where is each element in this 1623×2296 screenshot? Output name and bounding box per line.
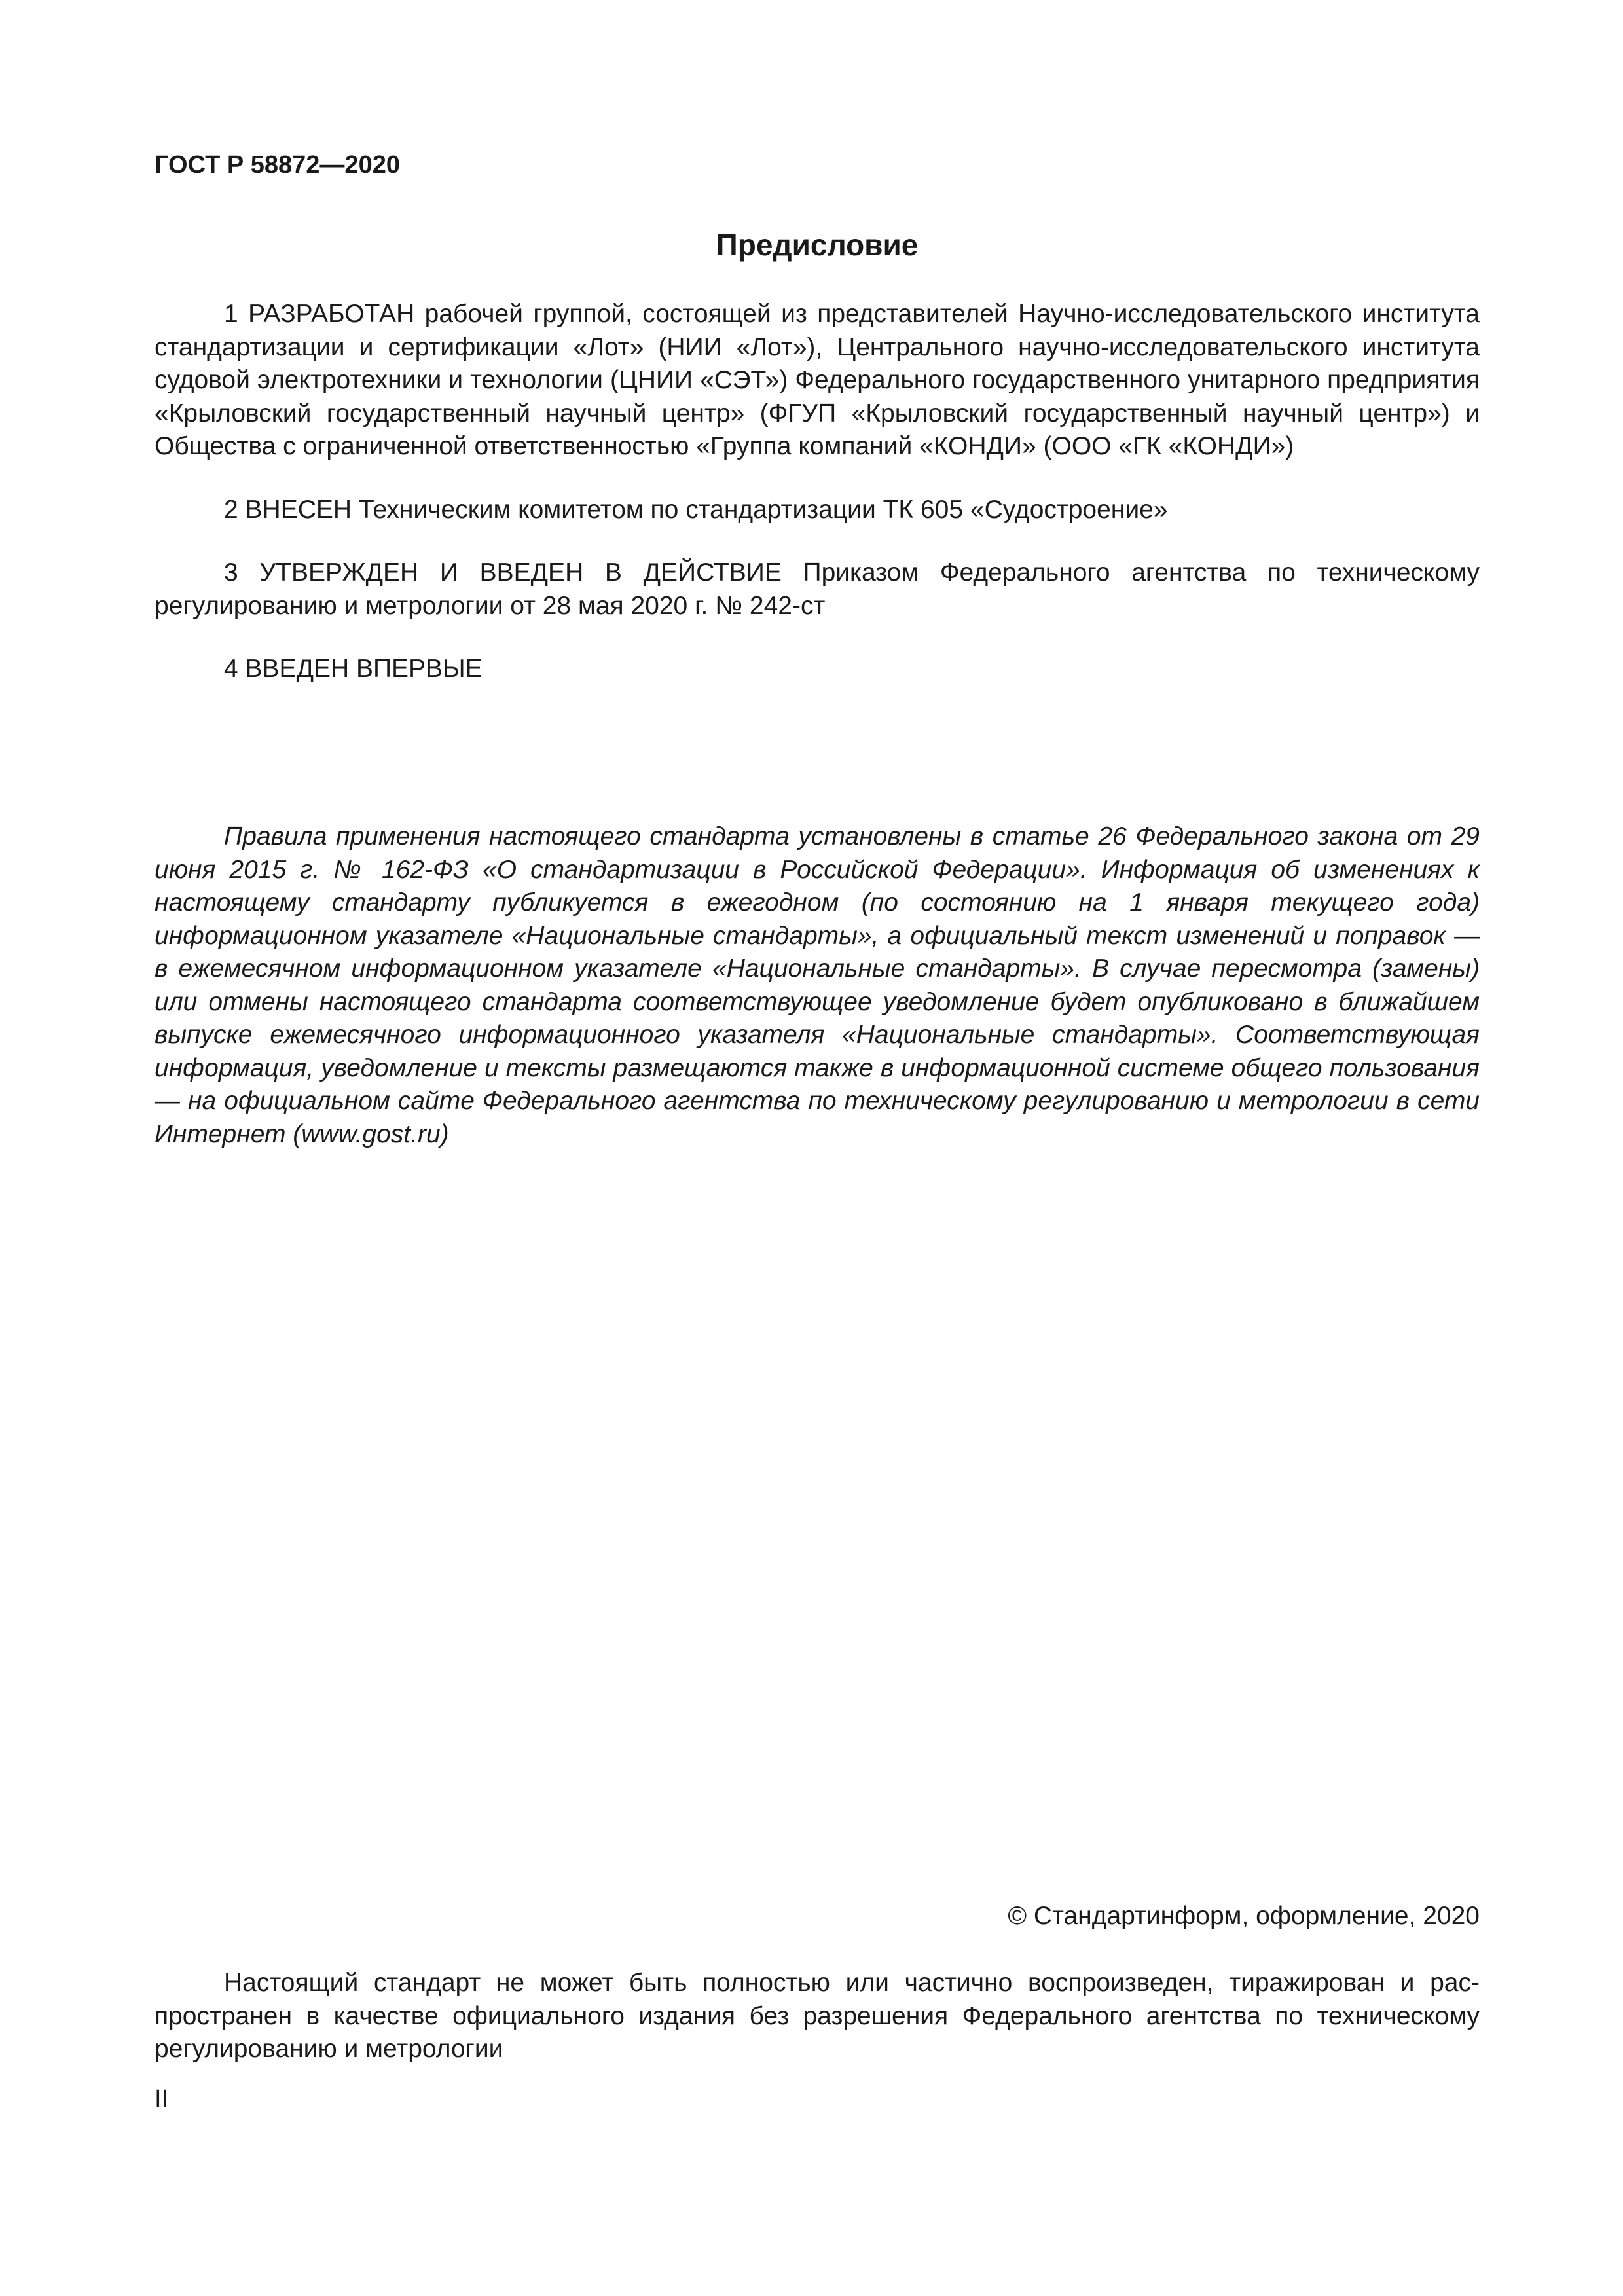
rules-of-application-note: Правила применения настоящего стандарта установлены в статье 26 Федерального закона от 29 июня 2015 г. № 162-ФЗ «О стандартизации в Российской Федерации». Информация об изменениях к настоящему стандарту публикуется в ежегодном (по состоянию на 1 января текущего года) информационном указателе «Национальные стандарты», а официальный текст изменений и поправок — в ежемесячном информационном указателе «Национальные стандарты». В случае пересмотра (замены) или отмены настоящего стандарта соответствующее уведомление будет опубликовано в ближайшем выпуске ежемесячного информационного указателя «Национальные стандарты». Соответствующая информация, уведомление и тексты размещаются также в информационной системе общего пользования — на официальном сайте Федерального агентства по техническому регулированию и метрологии в сети Интернет (www.gost.ru) xyxy=(155,822,1480,1148)
preface-item-developed: 1 РАЗРАБОТАН рабочей группой, состоящей из представителей Научно-исследовательского института стандартизации и сертификации «Лот» (НИИ «Лот»), Центрального научно-исследовательского института судовой электротехники и технологии (ЦНИИ «СЭТ») Федерального государственного унитарного предприятия «Крыловский государственный научный центр» (ФГУП «Крыловский государственный научный центр») и Общества с ограниченной ответственностью «Группа компаний «КОНДИ» (ООО «ГК «КОНДИ») xyxy=(155,300,1480,460)
page-title: Предисловие xyxy=(716,228,919,262)
reproduction-restriction-note: Настоящий стандарт не может быть полностью или частично воспроизведен, тиражирован и распространен в качестве официального издания без разрешения Федерального агентства по техническому регулированию и метрологии xyxy=(155,1969,1480,2063)
document-code: ГОСТ Р 58872—2020 xyxy=(155,151,400,179)
preface-section xyxy=(155,298,1480,716)
preface-item-introduced: 2 ВНЕСЕН Техническим комитетом по стандартизации ТК 605 «Судостроение» xyxy=(224,495,1168,524)
preface-item-first-introduced: 4 ВВЕДЕН ВПЕРВЫЕ xyxy=(224,655,483,683)
preface-item-approved: 3 УТВЕРЖДЕН И ВВЕДЕН В ДЕЙСТВИЕ Приказом Федерального агентства по техническому регулированию и метрологии от 28 мая 2020 г. № 242-ст xyxy=(155,558,1480,620)
page-number: II xyxy=(155,2085,169,2113)
copyright-notice: © Стандартинформ, оформление, 2020 xyxy=(1008,1902,1480,1930)
